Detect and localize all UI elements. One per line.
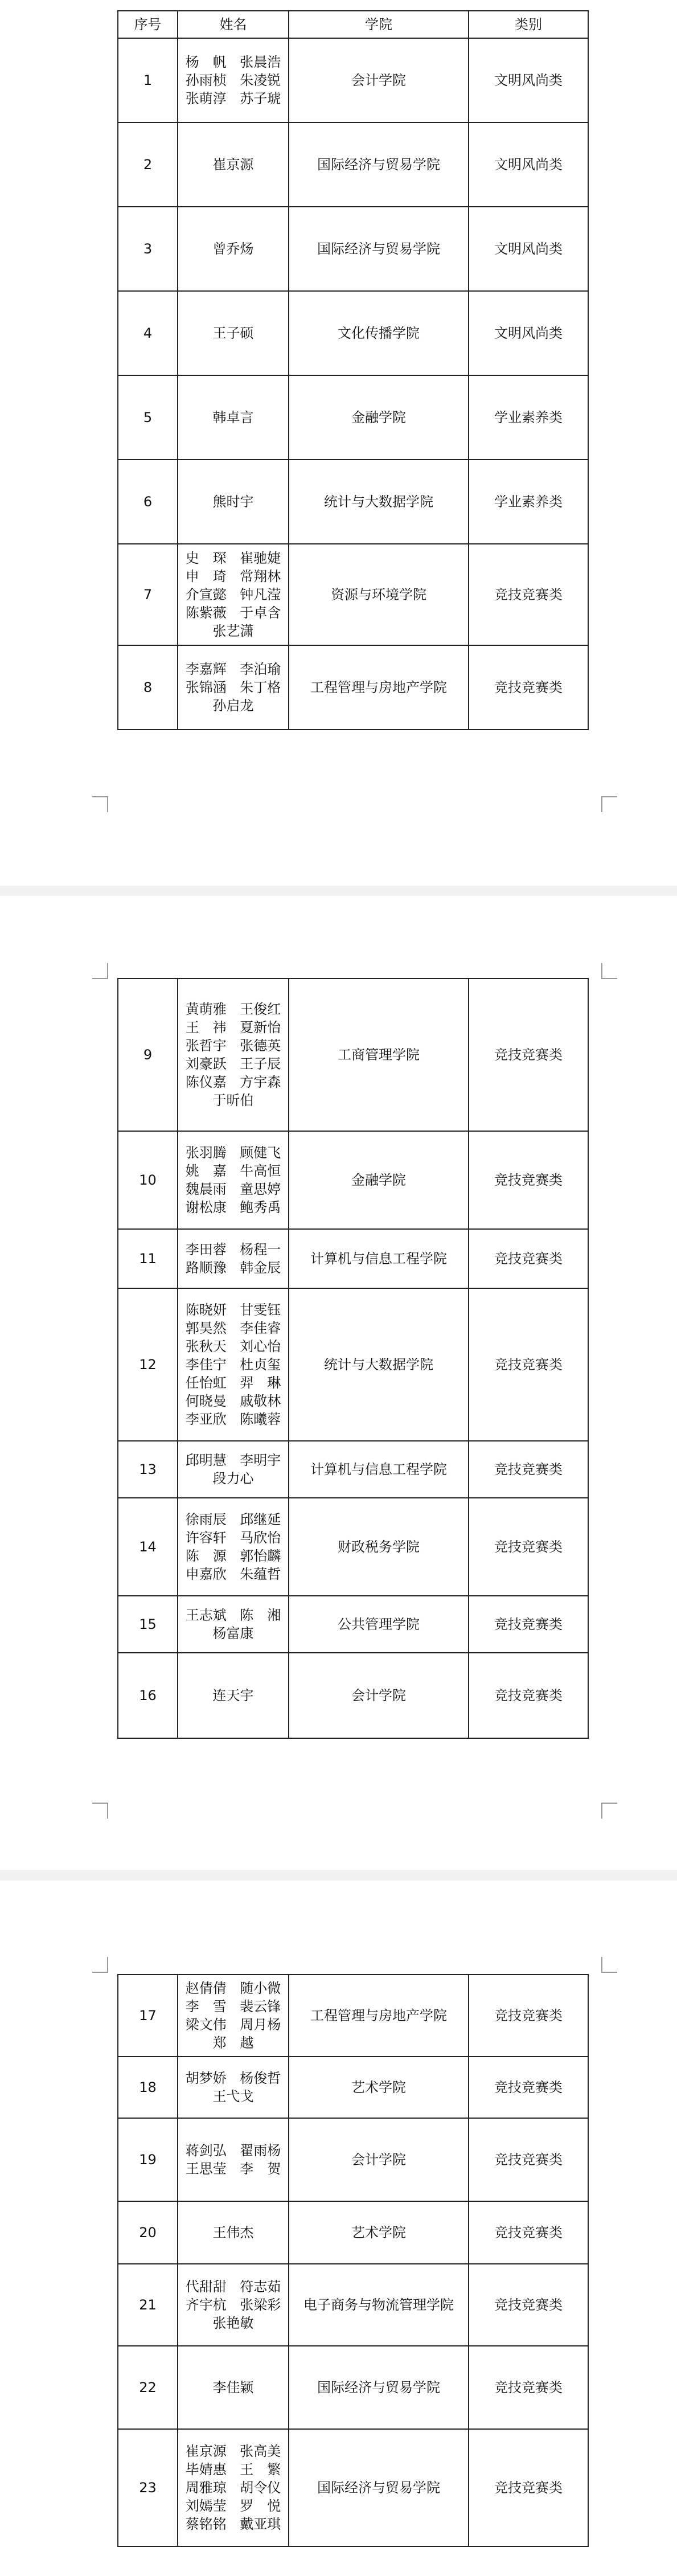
student-name: 符志茹: [240, 2279, 281, 2295]
cell-index: 16: [118, 1653, 178, 1738]
student-name: 王 祎: [185, 1019, 227, 1035]
student-name: 于卓含: [240, 605, 281, 621]
student-name: 熊时宇: [212, 494, 254, 510]
name-list: [178, 549, 288, 640]
cell-names: [178, 2429, 289, 2546]
table-row: [118, 2118, 588, 2201]
student-name: 刘豪跃: [185, 1056, 227, 1072]
cell-index: 19: [118, 2118, 178, 2201]
cell-index: 15: [118, 1596, 178, 1653]
student-name: 韩金辰: [240, 1260, 281, 1276]
student-name: 李佳颖: [212, 2380, 254, 2395]
cell-category: 竞技竞赛类: [469, 2201, 588, 2264]
student-name: 徐雨辰: [185, 1512, 227, 1527]
student-name: 邱继延: [240, 1512, 281, 1527]
cell-college: 工程管理与房地产学院: [289, 1975, 469, 2057]
student-name: 王志斌: [185, 1607, 227, 1623]
cell-category: 竞技竞赛类: [469, 2346, 588, 2429]
student-name: 顾健飞: [240, 1145, 281, 1161]
cell-index: 5: [118, 375, 178, 460]
student-name: 张艺潇: [212, 623, 254, 639]
cell-names: [178, 1975, 289, 2057]
name-list: [178, 2378, 288, 2397]
student-name: 代甜甜: [185, 2279, 227, 2295]
student-name: 蒋剑弘: [185, 2143, 227, 2159]
student-name: 马欣怡: [240, 1530, 281, 1546]
student-name: 张羽腾: [185, 1145, 227, 1161]
cell-college: 会计学院: [289, 2118, 469, 2201]
student-name: 张艳敏: [212, 2315, 254, 2331]
name-list: [178, 1686, 288, 1705]
cell-index: 1: [118, 38, 178, 122]
student-name: 李泊瑜: [240, 661, 281, 677]
student-name: 张秋天: [185, 1338, 227, 1354]
student-name: 李 贺: [240, 2161, 281, 2177]
table-row: [118, 1596, 588, 1653]
cell-college: 国际经济与贸易学院: [289, 2346, 469, 2429]
table-row: [118, 460, 588, 544]
student-name: 周月杨: [240, 2017, 281, 2033]
cell-category: 学业素养类: [469, 375, 588, 460]
cell-college: 金融学院: [289, 375, 469, 460]
cell-category: 竞技竞赛类: [469, 2264, 588, 2346]
name-list: [178, 2141, 288, 2178]
student-name: 随小微: [240, 1980, 281, 1996]
table-row: [118, 2429, 588, 2546]
cell-category: 竞技竞赛类: [469, 1288, 588, 1441]
cell-names: [178, 1498, 289, 1596]
student-name: 路顺豫: [185, 1260, 227, 1276]
cell-college: 国际经济与贸易学院: [289, 2429, 469, 2546]
cell-college: 电子商务与物流管理学院: [289, 2264, 469, 2346]
document-page-2: [0, 896, 677, 1870]
cell-college: 文化传播学院: [289, 291, 469, 375]
table-row: [118, 1498, 588, 1596]
student-name: 张梁彩: [240, 2297, 281, 2313]
student-name: 介宣懿: [185, 587, 227, 603]
table-row: [118, 2346, 588, 2429]
table-row: [118, 1653, 588, 1738]
student-name: 杨程一: [240, 1242, 281, 1258]
student-name: 刘嫣莹: [185, 2498, 227, 2514]
name-list: [178, 240, 288, 258]
cell-index: 7: [118, 544, 178, 645]
cell-college: 艺术学院: [289, 2201, 469, 2264]
cell-category: 竞技竞赛类: [469, 978, 588, 1131]
student-name: 陈曦蓉: [240, 1411, 281, 1427]
name-list: [178, 2442, 288, 2533]
student-name: 杜贞玺: [240, 1357, 281, 1373]
student-name: 崔京源: [212, 157, 254, 173]
student-name: 崔京源: [185, 2443, 227, 2459]
student-name: 王子辰: [240, 1056, 281, 1072]
name-list: [178, 1144, 288, 1217]
cell-college: 金融学院: [289, 1131, 469, 1229]
table-body: [118, 978, 588, 1738]
student-name: 张萌淳: [185, 91, 227, 107]
cell-index: 12: [118, 1288, 178, 1441]
crop-mark: [92, 1803, 108, 1819]
student-name: 夏新怡: [240, 1019, 281, 1035]
cell-college: 计算机与信息工程学院: [289, 1229, 469, 1288]
cell-index: 3: [118, 207, 178, 291]
table-row: [118, 38, 588, 122]
student-name: 李佳睿: [240, 1320, 281, 1336]
cell-index: 6: [118, 460, 178, 544]
student-name: 蔡铭铭: [185, 2516, 227, 2532]
cell-names: [178, 645, 289, 730]
student-name: 钟凡滢: [240, 587, 281, 603]
table-row: [118, 1229, 588, 1288]
name-list: [178, 1606, 288, 1643]
student-name: 羿 琳: [240, 1375, 281, 1391]
student-name: 毕婧惠: [185, 2462, 227, 2477]
student-name: 张锦涵: [185, 679, 227, 695]
cell-index: 22: [118, 2346, 178, 2429]
cell-college: 财政税务学院: [289, 1498, 469, 1596]
student-name: 刘心怡: [240, 1338, 281, 1354]
student-name: 梁文伟: [185, 2017, 227, 2033]
cell-names: [178, 544, 289, 645]
student-name: 陈 源: [185, 1548, 227, 1564]
cell-index: 10: [118, 1131, 178, 1229]
crop-mark: [601, 1803, 617, 1819]
student-name: 常翔林: [240, 568, 281, 584]
name-list: [178, 1979, 288, 2052]
cell-index: 11: [118, 1229, 178, 1288]
awards-table-page-3: [117, 1974, 589, 2547]
cell-college: 资源与环境学院: [289, 544, 469, 645]
cell-names: [178, 1653, 289, 1738]
table-row: [118, 544, 588, 645]
name-list: [178, 660, 288, 715]
student-name: 戚敬林: [240, 1393, 281, 1409]
cell-category: 文明风尚类: [469, 122, 588, 207]
cell-names: [178, 122, 289, 207]
student-name: 郭昊然: [185, 1320, 227, 1336]
student-name: 陈晓妍: [185, 1302, 227, 1318]
student-name: 王子硕: [212, 325, 254, 341]
cell-index: 4: [118, 291, 178, 375]
student-name: 朱凌锐: [240, 72, 281, 88]
student-name: 申嘉欣: [185, 1566, 227, 1582]
student-name: 童思婷: [240, 1181, 281, 1197]
table-row: [118, 645, 588, 730]
cell-category: 竞技竞赛类: [469, 1653, 588, 1738]
student-name: 胡梦娇: [185, 2070, 227, 2086]
cell-college: 统计与大数据学院: [289, 1288, 469, 1441]
cell-category: 竞技竞赛类: [469, 1498, 588, 1596]
cell-category: 竞技竞赛类: [469, 1596, 588, 1653]
header-name: 姓名: [178, 11, 289, 38]
table-row: [118, 1288, 588, 1441]
cell-category: 竞技竞赛类: [469, 1975, 588, 2057]
table-row: [118, 978, 588, 1131]
table-row: [118, 2264, 588, 2346]
awards-table-page-1: [117, 10, 589, 730]
student-name: 朱丁格: [240, 679, 281, 695]
cell-category: 竞技竞赛类: [469, 1131, 588, 1229]
name-list: [178, 1240, 288, 1277]
student-name: 邱明慧: [185, 1452, 227, 1468]
name-list: [178, 53, 288, 108]
crop-mark: [601, 1957, 617, 1973]
student-name: 许容轩: [185, 1530, 227, 1546]
student-name: 王伟杰: [212, 2225, 254, 2241]
student-name: 鲍秀禹: [240, 1199, 281, 1215]
cell-category: 文明风尚类: [469, 207, 588, 291]
cell-names: [178, 978, 289, 1131]
cell-college: 国际经济与贸易学院: [289, 122, 469, 207]
crop-mark: [92, 1957, 108, 1973]
header-category: 类别: [469, 11, 588, 38]
student-name: 牛高恒: [240, 1163, 281, 1179]
name-list: [178, 1451, 288, 1488]
student-name: 罗 悦: [240, 2498, 281, 2514]
name-list: [178, 324, 288, 342]
name-list: [178, 493, 288, 511]
cell-names: [178, 2346, 289, 2429]
cell-index: 18: [118, 2057, 178, 2118]
cell-index: 9: [118, 978, 178, 1131]
cell-index: 13: [118, 1441, 178, 1498]
student-name: 苏子琥: [240, 91, 281, 107]
student-name: 史 琛: [185, 550, 227, 566]
student-name: 戴亚琪: [240, 2516, 281, 2532]
cell-names: [178, 1441, 289, 1498]
student-name: 郭怡麟: [240, 1548, 281, 1564]
table-row: [118, 1131, 588, 1229]
student-name: 孙启龙: [212, 698, 254, 714]
header-college: 学院: [289, 11, 469, 38]
student-name: 曾乔炀: [212, 241, 254, 257]
student-name: 翟雨杨: [240, 2143, 281, 2159]
cell-college: 计算机与信息工程学院: [289, 1441, 469, 1498]
crop-mark: [601, 963, 617, 979]
table-row: [118, 2057, 588, 2118]
cell-index: 8: [118, 645, 178, 730]
name-list: [178, 155, 288, 174]
cell-category: 竞技竞赛类: [469, 2057, 588, 2118]
student-name: 韩卓言: [212, 409, 254, 425]
table-row: [118, 2201, 588, 2264]
cell-names: [178, 38, 289, 122]
awards-table-page-2: [117, 978, 589, 1739]
student-name: 杨 帆: [185, 54, 227, 70]
cell-names: [178, 2201, 289, 2264]
student-name: 魏晨雨: [185, 1181, 227, 1197]
cell-names: [178, 460, 289, 544]
student-name: 李田蓉: [185, 1242, 227, 1258]
student-name: 段力心: [212, 1471, 254, 1486]
student-name: 陈紫薇: [185, 605, 227, 621]
student-name: 裴云锋: [240, 1998, 281, 2014]
table-body: [118, 1975, 588, 2546]
cell-college: 会计学院: [289, 38, 469, 122]
cell-names: [178, 1229, 289, 1288]
document-page-1: [0, 0, 677, 886]
cell-names: [178, 2264, 289, 2346]
cell-index: 20: [118, 2201, 178, 2264]
student-name: 任怡虹: [185, 1375, 227, 1391]
student-name: 杨富康: [212, 1625, 254, 1641]
table-row: [118, 1441, 588, 1498]
cell-names: [178, 291, 289, 375]
name-list: [178, 1510, 288, 1583]
name-list: [178, 408, 288, 427]
student-name: 王 繁: [240, 2462, 281, 2477]
cell-category: 竞技竞赛类: [469, 1229, 588, 1288]
document-page-3: [0, 1881, 677, 2576]
student-name: 杨俊哲: [240, 2070, 281, 2086]
name-list: [178, 2069, 288, 2106]
student-name: 李 雪: [185, 1998, 227, 2014]
student-name: 李亚欣: [185, 1411, 227, 1427]
student-name: 连天宇: [212, 1688, 254, 1703]
student-name: 黄萌雅: [185, 1001, 227, 1017]
student-name: 张高美: [240, 2443, 281, 2459]
table-header-row: [118, 11, 588, 38]
cell-index: 21: [118, 2264, 178, 2346]
cell-names: [178, 1288, 289, 1441]
cell-college: 工程管理与房地产学院: [289, 645, 469, 730]
name-list: [178, 2223, 288, 2242]
crop-mark: [92, 963, 108, 979]
cell-college: 国际经济与贸易学院: [289, 207, 469, 291]
cell-category: 竞技竞赛类: [469, 2118, 588, 2201]
student-name: 齐宇杭: [185, 2297, 227, 2313]
cell-names: [178, 1131, 289, 1229]
cell-index: 23: [118, 2429, 178, 2546]
name-list: [178, 1301, 288, 1428]
cell-names: [178, 1596, 289, 1653]
cell-category: 文明风尚类: [469, 291, 588, 375]
student-name: 朱蕴哲: [240, 1566, 281, 1582]
cell-names: [178, 375, 289, 460]
table-row: [118, 1975, 588, 2057]
cell-category: 竞技竞赛类: [469, 2429, 588, 2546]
student-name: 周雅琼: [185, 2480, 227, 2496]
cell-index: 14: [118, 1498, 178, 1596]
table-row: [118, 375, 588, 460]
student-name: 方宇森: [240, 1074, 281, 1090]
cell-college: 公共管理学院: [289, 1596, 469, 1653]
cell-names: [178, 2057, 289, 2118]
cell-category: 竞技竞赛类: [469, 645, 588, 730]
student-name: 陈 湘: [240, 1607, 281, 1623]
student-name: 张德英: [240, 1038, 281, 1054]
cell-college: 工商管理学院: [289, 978, 469, 1131]
student-name: 郑 越: [212, 2035, 254, 2051]
name-list: [178, 2278, 288, 2332]
student-name: 申 琦: [185, 568, 227, 584]
crop-mark: [92, 796, 108, 812]
cell-category: 学业素养类: [469, 460, 588, 544]
student-name: 张晨浩: [240, 54, 281, 70]
cell-college: 统计与大数据学院: [289, 460, 469, 544]
table-body: [118, 38, 588, 730]
student-name: 李嘉辉: [185, 661, 227, 677]
student-name: 孙雨桢: [185, 72, 227, 88]
name-list: [178, 1000, 288, 1109]
student-name: 于昕伯: [212, 1092, 254, 1108]
student-name: 李佳宁: [185, 1357, 227, 1373]
cell-category: 文明风尚类: [469, 38, 588, 122]
cell-college: 会计学院: [289, 1653, 469, 1738]
student-name: 姚 嘉: [185, 1163, 227, 1179]
header-index: 序号: [118, 11, 178, 38]
cell-index: 2: [118, 122, 178, 207]
student-name: 王弋戈: [212, 2088, 254, 2104]
student-name: 何晓曼: [185, 1393, 227, 1409]
table-row: [118, 122, 588, 207]
student-name: 谢松康: [185, 1199, 227, 1215]
table-row: [118, 207, 588, 291]
student-name: 胡令仪: [240, 2480, 281, 2496]
student-name: 李明宇: [240, 1452, 281, 1468]
crop-mark: [601, 796, 617, 812]
student-name: 陈仪嘉: [185, 1074, 227, 1090]
cell-names: [178, 207, 289, 291]
cell-names: [178, 2118, 289, 2201]
student-name: 张哲宇: [185, 1038, 227, 1054]
student-name: 崔驰婕: [240, 550, 281, 566]
cell-index: 17: [118, 1975, 178, 2057]
student-name: 甘雯钰: [240, 1302, 281, 1318]
cell-category: 竞技竞赛类: [469, 544, 588, 645]
cell-college: 艺术学院: [289, 2057, 469, 2118]
cell-category: 竞技竞赛类: [469, 1441, 588, 1498]
student-name: 赵倩倩: [185, 1980, 227, 1996]
student-name: 王思莹: [185, 2161, 227, 2177]
student-name: 王俊红: [240, 1001, 281, 1017]
table-row: [118, 291, 588, 375]
